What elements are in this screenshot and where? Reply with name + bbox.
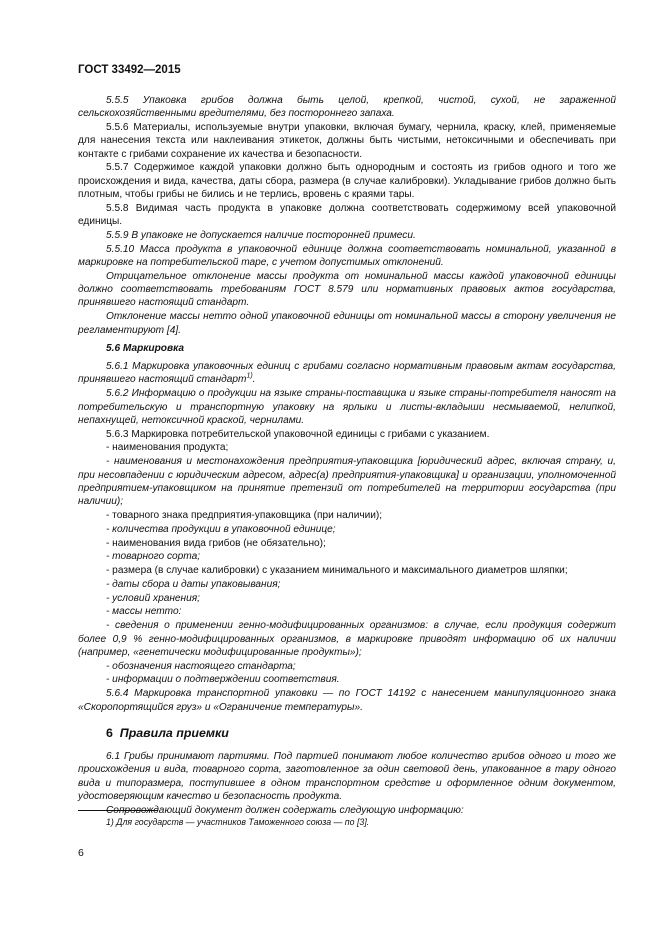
- list-item: - информации о подтверждении соответствия.: [106, 674, 340, 686]
- paragraph-5-5-7: 5.5.7 Содержимое каждой упаковки должно быть однородным и состоять из грибов одного и того же происхождения и вида, качества, даты сбора, размера (в случае калибровки). Укладывание грибов должно быть плотным, чтобы грибы не бились и не терлись, вровень с краями тары.: [78, 162, 616, 201]
- paragraph-5-6-3: 5.6.3 Маркировка потребительской упаковочной единицы с грибами с указанием.: [106, 428, 490, 440]
- subsection-title-5-6: 5.6 Маркировка: [106, 342, 184, 354]
- section-title-6: [78, 727, 616, 740]
- page-number: 6: [78, 847, 84, 859]
- list-item: - даты сбора и даты упаковывания;: [106, 578, 281, 590]
- paragraph-6-1: 6.1 Грибы принимают партиями. Под партией понимают любое количество грибов одного и того же происхождения и вида, товарного сорта, заготовленное за один световой день, упакованное в тару одного вида и типоразмера, поступившее в одном транспортном средстве и оформленное одним документом, удостоверяющим качество и безопасность продукта.: [78, 751, 616, 803]
- paragraph-5-6-4: 5.6.4 Маркировка транспортной упаковки — по ГОСТ 14192 с нанесением манипуляционного знака «Скоропортящийся груз» и «Ограничение температуры».: [78, 688, 616, 713]
- footnote-ref: 1): [246, 373, 253, 381]
- section-title-text: Правила приемки: [119, 725, 229, 740]
- paragraph-5-6-2: 5.6.2 Информацию о продукции на языке страны-поставщика и языке страны-потребителя наносят на потребительскую и транспортную упаковку на ярлыки и листы-вкладыши несмываемой, нелипкой, непахнущей, нетоксичной краской, чернилами.: [78, 388, 616, 426]
- paragraph-accompanying-document: Сопровождающий документ должен содержать следующую информацию:: [106, 804, 464, 816]
- list-item: - наименования продукта;: [106, 442, 229, 454]
- paragraph-5-5-9: 5.5.9 В упаковке не допускается наличие посторонней примеси.: [106, 229, 416, 241]
- list-item: - наименования вида грибов (не обязательно);: [106, 537, 326, 549]
- paragraph-5-5-5: 5.5.5 Упаковка грибов должна быть целой, крепкой, чистой, сухой, не зараженной сельскохозяйственными вредителями, без постороннего запаха.: [78, 95, 616, 120]
- list-item: - обозначения настоящего стандарта;: [106, 660, 296, 672]
- list-item: - товарного сорта;: [106, 551, 201, 563]
- paragraph-5-6-1: [78, 360, 616, 387]
- list-item: - сведения о применении генно-модифицированных организмов: в случае, если продукция содержит более 0,9 % генно-модифицированных организмов, в маркировке приводят информацию об их наличии (например, «генетически модифицированные продукты»);: [78, 620, 616, 658]
- paragraph-5-6-1-end: .: [252, 374, 256, 386]
- paragraph-5-6-1-text: 5.6.1 Маркировка упаковочных единиц с грибами согласно нормативным правовым актам государства, принявшего настоящий стандарт: [78, 361, 616, 386]
- list-item: - количества продукции в упаковочной единице;: [106, 523, 336, 535]
- paragraph-mass-deviation: Отрицательное отклонение массы продукта от номинальной массы каждой упаковочной единицы должно соответствовать требованиям ГОСТ 8.579 или нормативных правовых актов государства, принявшего настоящий стандарт.: [78, 270, 616, 309]
- list-item: - размера (в случае калибровки) с указанием минимального и максимального диаметров шляпки;: [106, 565, 568, 577]
- document-body: [78, 94, 616, 817]
- list-item: - массы нетто:: [106, 606, 182, 618]
- paragraph-5-5-6: 5.5.6 Материалы, используемые внутри упаковки, включая бумагу, чернила, краску, клей, применяемые для нанесения текста или наклеивания этикеток, должны быть чистыми, нетоксичными и обеспечивать при контакте с грибами сохранение их качества и безопасности.: [78, 122, 616, 160]
- footnote-divider: [78, 810, 158, 811]
- list-item: - товарного знака предприятия-упаковщика (при наличии);: [106, 509, 383, 521]
- section-number: 6: [106, 725, 113, 740]
- list-item: - условий хранения;: [106, 592, 200, 604]
- paragraph-5-5-10: 5.5.10 Масса продукта в упаковочной единице должна соответствовать номинальной, указанной в маркировке на потребительской таре, с учетом допустимых отклонений.: [78, 243, 616, 269]
- document-header: ГОСТ 33492—2015: [78, 64, 181, 76]
- list-item: - наименования и местонахождения предприятия-упаковщика [юридический адрес, включая страну, и, при несовпадении с юридическим адресом, адрес(а) предприятия-упаковщика] и организации, уполномоченной предприятием-упаковщиком на принятие претензий от потребителей на территории государства (при наличии);: [78, 456, 616, 508]
- paragraph-net-mass: Отклонение массы нетто одной упаковочной единицы от номинальной массы в сторону увеличения не регламентируют [4].: [78, 311, 616, 336]
- paragraph-5-5-8: 5.5.8 Видимая часть продукта в упаковке должна соответствовать содержимому всей упаковочной единицы.: [78, 202, 616, 228]
- footnote: 1) Для государств — участников Таможенного союза — по [3].: [106, 817, 370, 827]
